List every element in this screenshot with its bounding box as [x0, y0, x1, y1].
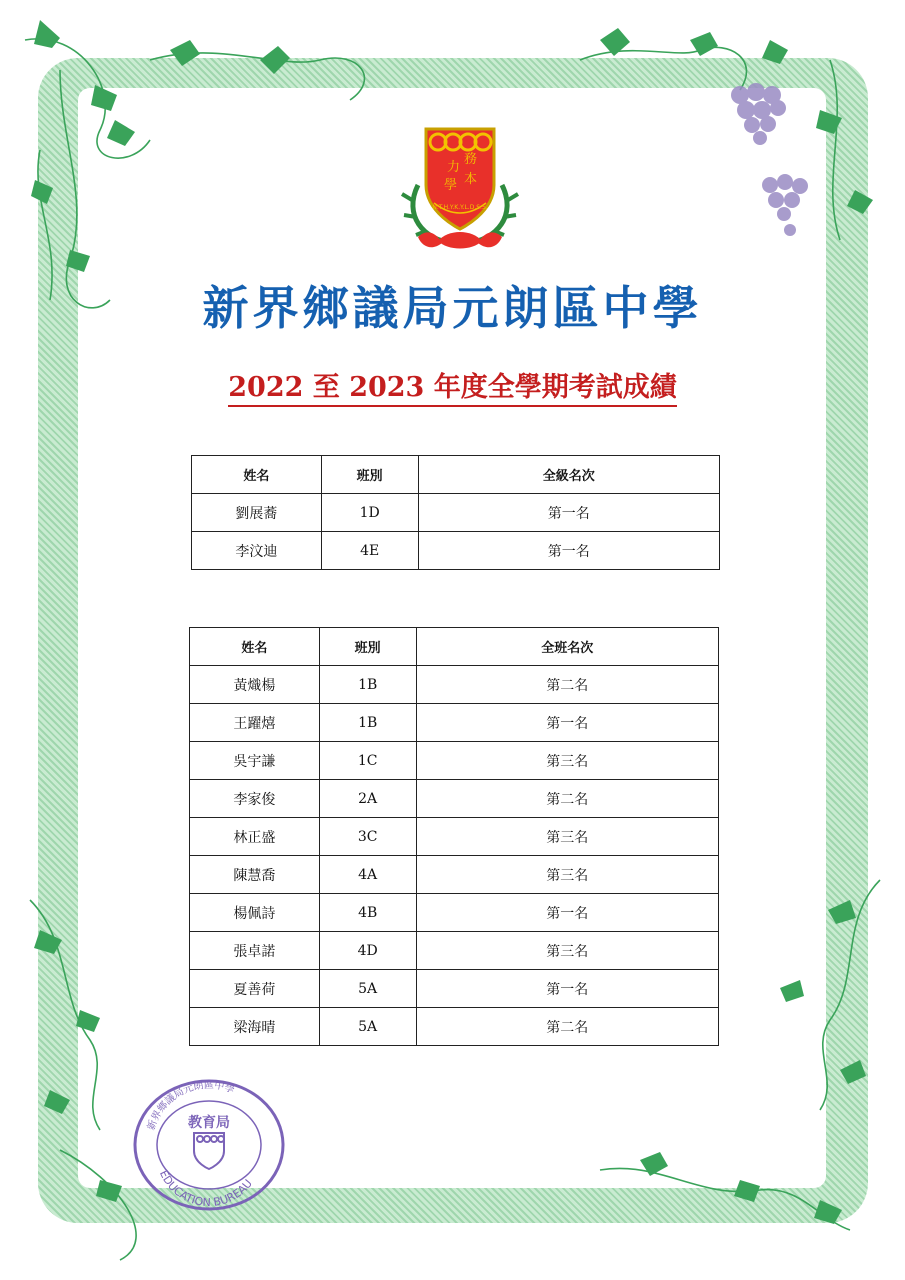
table-row	[190, 856, 719, 894]
seal-top-text: 新界鄉議局元朗區中學	[146, 1079, 236, 1132]
header-rank: 全班名次	[416, 628, 718, 666]
student-name: 李汶迪	[192, 532, 322, 570]
school-name: 新界鄉議局元朗區中學	[202, 281, 703, 335]
student-class: 5A	[319, 970, 416, 1008]
student-name: 王躍熺	[190, 704, 320, 742]
student-class: 1C	[319, 742, 416, 780]
table-header-row	[190, 628, 719, 666]
student-name: 林正盛	[190, 818, 320, 856]
student-name: 楊佩詩	[190, 894, 320, 932]
emblem-initials: N.T.H.Y.K.Y.L.D.S.S.	[432, 204, 488, 211]
student-rank: 第二名	[416, 1008, 718, 1046]
emblem-motto-3: 學	[444, 178, 458, 193]
student-name: 吳宇謙	[190, 742, 320, 780]
header-class: 班別	[319, 628, 416, 666]
seal-bottom-text: EDUCATION BUREAU	[156, 1168, 255, 1210]
student-name: 陳慧喬	[190, 856, 320, 894]
student-name: 黃熾楊	[190, 666, 320, 704]
class-rank-table	[189, 627, 719, 1046]
student-class: 1B	[319, 704, 416, 742]
table-row	[190, 1008, 719, 1046]
student-rank: 第三名	[416, 856, 718, 894]
emblem-motto-2: 務	[464, 152, 478, 167]
student-rank: 第三名	[416, 742, 718, 780]
emblem-motto-1: 力	[447, 160, 461, 175]
seal-center-text: 教育局	[188, 1115, 230, 1131]
student-class: 4B	[319, 894, 416, 932]
header-rank: 全級名次	[418, 456, 719, 494]
table-row	[190, 894, 719, 932]
student-class: 4D	[319, 932, 416, 970]
education-bureau-seal	[128, 1075, 290, 1215]
school-emblem	[398, 125, 522, 255]
header-name: 姓名	[190, 628, 320, 666]
student-class: 4A	[319, 856, 416, 894]
student-class: 1D	[321, 494, 418, 532]
seal-emblem-icon	[194, 1133, 224, 1169]
student-rank: 第三名	[416, 818, 718, 856]
exam-title	[0, 365, 905, 404]
table-row	[190, 932, 719, 970]
exam-title-text: 2022 至 2023 年度全學期考試成績	[228, 372, 677, 407]
student-rank: 第一名	[416, 970, 718, 1008]
student-rank: 第一名	[418, 494, 719, 532]
student-rank: 第一名	[416, 894, 718, 932]
table-row	[190, 970, 719, 1008]
student-class: 3C	[319, 818, 416, 856]
table-row	[192, 532, 720, 570]
student-rank: 第三名	[416, 932, 718, 970]
header-name: 姓名	[192, 456, 322, 494]
table-header-row	[192, 456, 720, 494]
table-row	[190, 780, 719, 818]
student-class: 2A	[319, 780, 416, 818]
student-name: 梁海晴	[190, 1008, 320, 1046]
emblem-motto-4: 本	[464, 172, 478, 187]
student-class: 5A	[319, 1008, 416, 1046]
student-class: 4E	[321, 532, 418, 570]
table-row	[190, 704, 719, 742]
table-row	[190, 818, 719, 856]
table-row	[190, 742, 719, 780]
student-rank: 第一名	[418, 532, 719, 570]
student-name: 李家俊	[190, 780, 320, 818]
student-rank: 第二名	[416, 666, 718, 704]
table-row	[190, 666, 719, 704]
student-name: 劉展蕎	[192, 494, 322, 532]
header-class: 班別	[321, 456, 418, 494]
student-name: 夏善荷	[190, 970, 320, 1008]
form-rank-table	[191, 455, 720, 570]
student-class: 1B	[319, 666, 416, 704]
student-name: 張卓諾	[190, 932, 320, 970]
student-rank: 第二名	[416, 780, 718, 818]
table-row	[192, 494, 720, 532]
student-rank: 第一名	[416, 704, 718, 742]
